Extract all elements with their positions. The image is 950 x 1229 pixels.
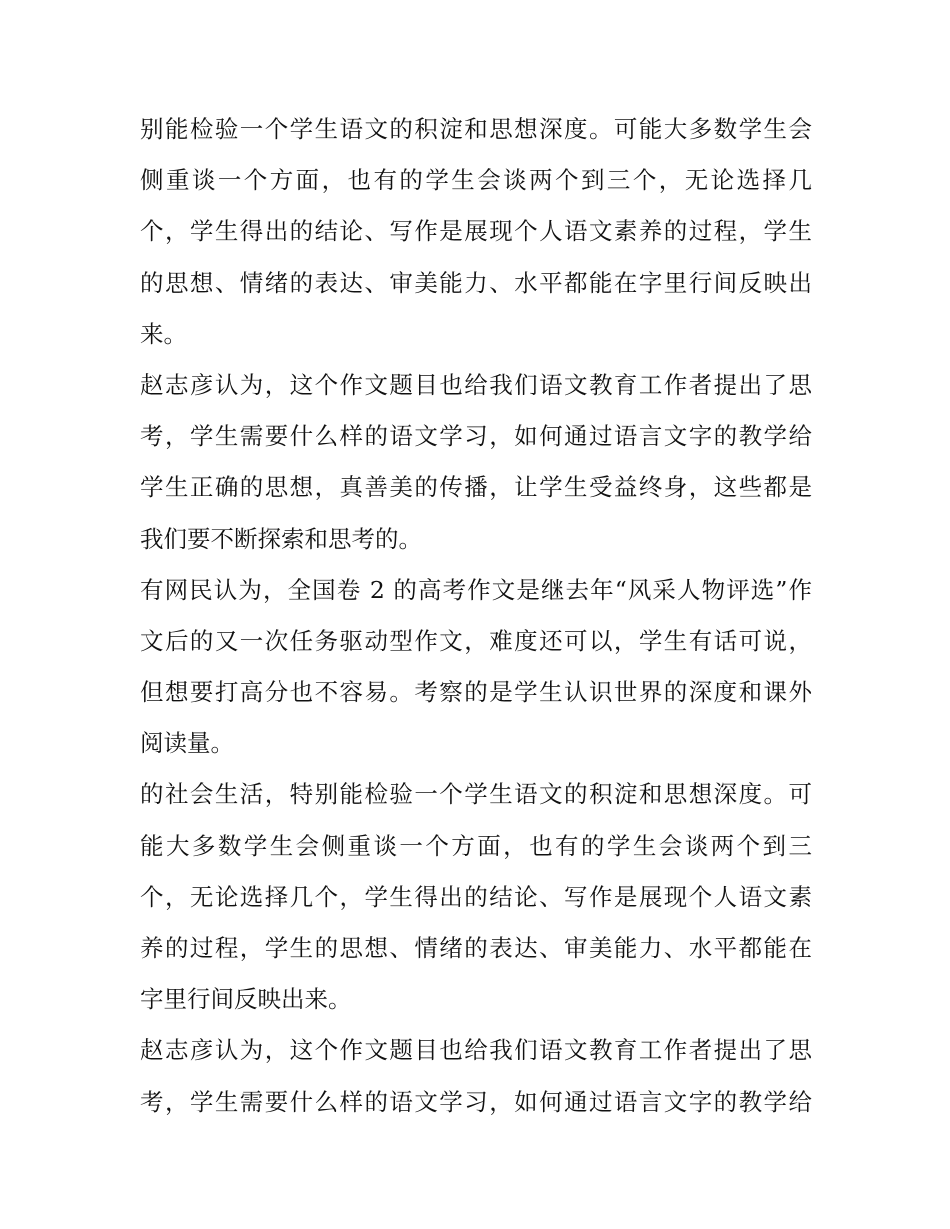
text-line: 阅读量。: [140, 729, 234, 758]
text-line: 的社会生活，特别能检验一个学生语文的积淀和思想深度。可: [140, 780, 812, 809]
text-line: 考，学生需要什么样的语文学习，如何通过语言文字的教学给: [140, 1087, 812, 1116]
text-line: 考，学生需要什么样的语文学习，如何通过语言文字的教学给: [140, 422, 812, 451]
document-body: [140, 104, 812, 1128]
text-line: 个，学生得出的结论、写作是展现个人语文素养的过程，学生: [140, 217, 812, 246]
text-line: 的思想、情绪的表达、审美能力、水平都能在字里行间反映出: [140, 268, 812, 297]
text-line: 能大多数学生会侧重谈一个方面，也有的学生会谈两个到三: [140, 831, 812, 860]
text-line: 来。: [140, 319, 187, 348]
text-line: 文后的又一次任务驱动型作文，难度还可以，学生有话可说，: [140, 626, 812, 655]
text-line: 有网民认为，全国卷 2 的高考作文是继去年“风采人物评选”作: [140, 575, 812, 604]
text-line: 但想要打高分也不容易。考察的是学生认识世界的深度和课外: [140, 678, 812, 707]
text-line: 养的过程，学生的思想、情绪的表达、审美能力、水平都能在: [140, 934, 812, 962]
text-line: 赵志彦认为，这个作文题目也给我们语文教育工作者提出了思: [140, 370, 812, 399]
text-line: 赵志彦认为，这个作文题目也给我们语文教育工作者提出了思: [140, 1036, 812, 1065]
text-line: 学生正确的思想，真善美的传播，让学生受益终身，这些都是: [140, 473, 812, 502]
text-line: 字里行间反映出来。: [140, 985, 352, 1014]
text-line: 别能检验一个学生语文的积淀和思想深度。可能大多数学生会: [140, 115, 812, 143]
text-line: 我们要不断探索和思考的。: [140, 524, 422, 553]
text-line: 个，无论选择几个，学生得出的结论、写作是展现个人语文素: [140, 882, 812, 911]
text-line: 侧重谈一个方面，也有的学生会谈两个到三个，无论选择几: [140, 166, 812, 195]
